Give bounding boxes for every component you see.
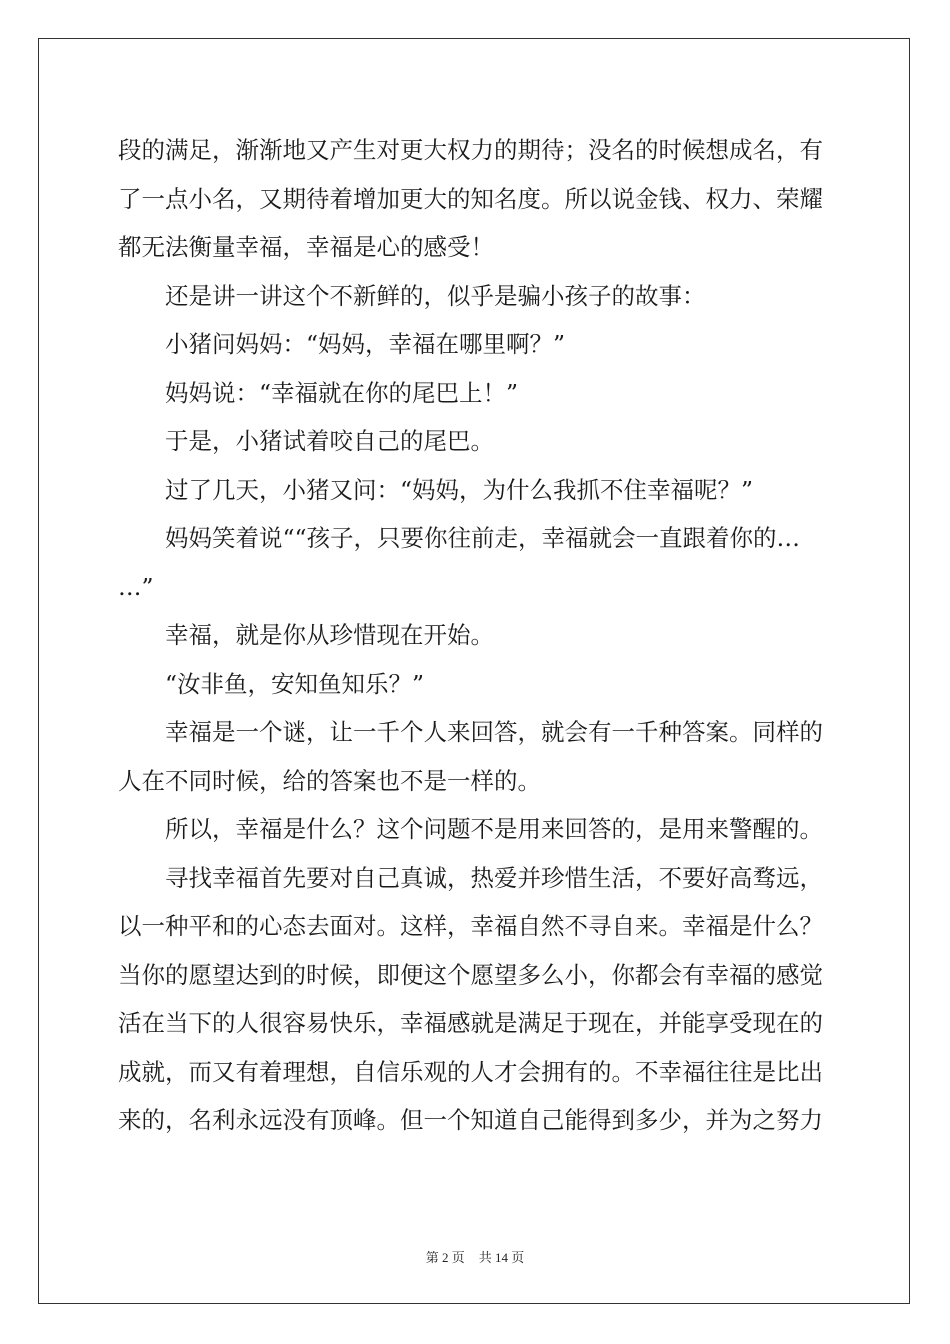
paragraph-line: 还是讲一讲这个不新鲜的，似乎是骗小孩子的故事： — [165, 281, 706, 310]
text-line: 来的，名利永远没有顶峰。但一个知道自己能得到多少，并为之努力 — [118, 1106, 823, 1134]
page-number: 第 2 页 — [425, 1250, 465, 1265]
paragraph-line: 寻找幸福首先要对自己真诚，热爱并珍惜生活，不要好高骛远， — [165, 863, 823, 892]
page-footer — [0, 1247, 950, 1266]
paragraph-line: 所以，幸福是什么？这个问题不是用来回答的，是用来警醒的。 — [165, 815, 823, 843]
text-line: 以一种平和的心态去面对。这样，幸福自然不寻自来。幸福是什么？ — [118, 912, 823, 940]
text-line: 都无法衡量幸福，幸福是心的感受！ — [118, 233, 494, 261]
paragraph-line: 过了几天，小猪又问：“妈妈，为什么我抓不住幸福呢？” — [165, 475, 754, 504]
paragraph-line: 妈妈说：“幸福就在你的尾巴上！” — [165, 378, 519, 407]
paragraph-line: 小猪问妈妈：“妈妈，幸福在哪里啊？” — [165, 330, 566, 358]
text-line: 活在当下的人很容易快乐，幸福感就是满足于现在，并能享受现在的 — [118, 1009, 823, 1037]
text-line: …” — [118, 572, 154, 601]
paragraph-line: 幸福，就是你从珍惜现在开始。 — [165, 621, 494, 649]
paragraph-line: “汝非鱼，安知鱼知乐？” — [165, 669, 425, 698]
text-line: 了一点小名，又期待着增加更大的知名度。所以说金钱、权力、荣耀 — [118, 184, 823, 213]
paragraph-line: 于是，小猪试着咬自己的尾巴。 — [165, 427, 494, 455]
paragraph-line: 幸福是一个谜，让一千个人来回答，就会有一千种答案。同样的 — [165, 718, 823, 746]
text-line: 当你的愿望达到的时候，即便这个愿望多么小，你都会有幸福的感觉 — [118, 960, 823, 989]
page-total: 共 14 页 — [478, 1250, 525, 1265]
text-line: 人在不同时候，给的答案也不是一样的。 — [118, 766, 541, 795]
text-line: 段的满足，渐渐地又产生对更大权力的期待；没名的时候想成名，有 — [118, 136, 823, 164]
paragraph-line: 妈妈笑着说““孩子，只要你往前走，幸福就会一直跟着你的… — [165, 524, 801, 552]
text-line: 成就，而又有着理想，自信乐观的人才会拥有的。不幸福往往是比出 — [118, 1057, 823, 1086]
document-body — [118, 126, 834, 1145]
